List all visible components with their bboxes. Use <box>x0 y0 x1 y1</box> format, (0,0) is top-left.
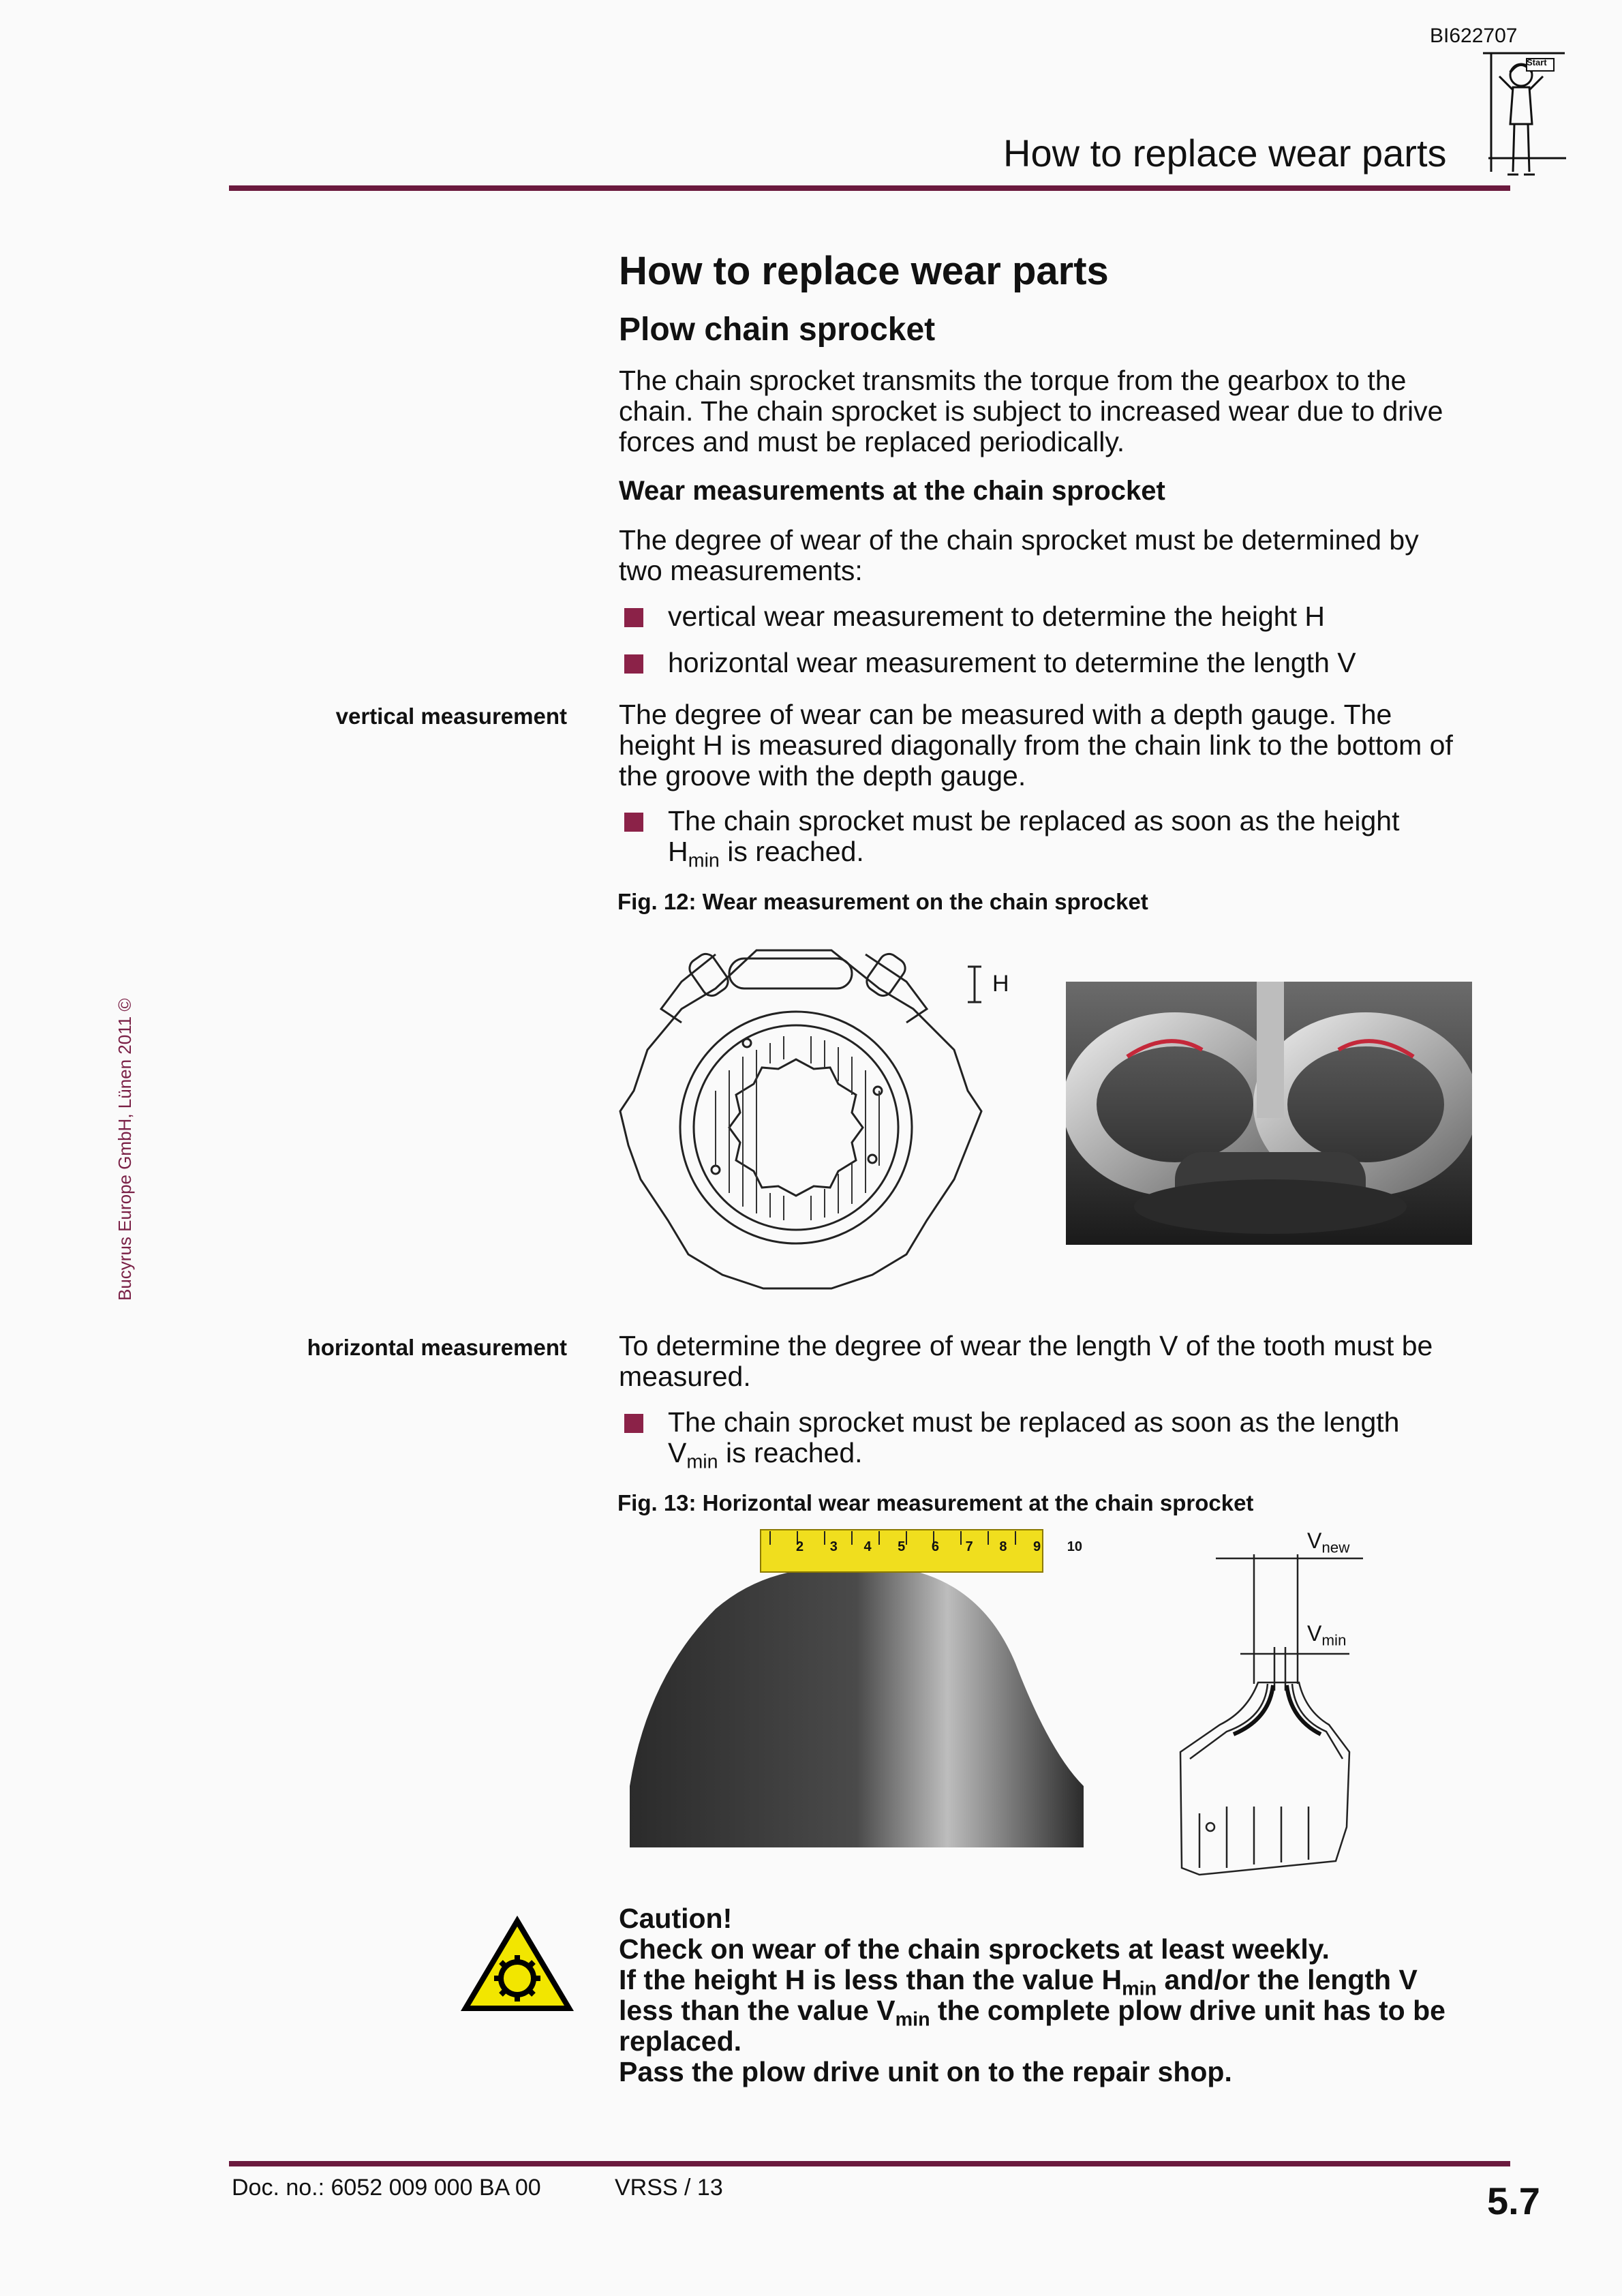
chain-sprocket-photo <box>1066 982 1472 1245</box>
dimension-label-vnew <box>1307 1528 1349 1554</box>
bullet-rest: is reached. <box>719 836 864 867</box>
caution-line <box>619 1964 1445 2000</box>
vertical-line: the groove with the depth gauge. <box>619 760 1026 791</box>
bullet-marker <box>624 608 643 627</box>
wear-intro <box>619 525 1419 586</box>
caution-warning-icon <box>458 1913 577 2014</box>
var-v: V <box>1307 1528 1322 1553</box>
caution-line <box>619 1995 1445 2031</box>
header-rule <box>229 185 1510 191</box>
footer-section: VRSS / 13 <box>615 2175 723 2201</box>
ruler-number: 3 <box>829 1539 838 1554</box>
figure-13-caption: Fig. 13: Horizontal wear measurement at the chain sprocket <box>617 1490 1254 1515</box>
sub-min: min <box>1321 1631 1347 1649</box>
var-v: V <box>668 1437 687 1468</box>
sub-min: min <box>895 2008 930 2031</box>
wear-heading: Wear measurements at the chain sprocket <box>619 476 1165 506</box>
intro-line: chain. The chain sprocket is subject to increased wear due to drive <box>619 395 1443 427</box>
figure-12-caption: Fig. 12: Wear measurement on the chain sprocket <box>617 889 1148 914</box>
ruler-number: 2 <box>796 1539 804 1554</box>
side-label-horizontal: horizontal measurement <box>307 1335 567 1360</box>
caution-text: If the height H is less than the value H <box>619 1964 1122 1995</box>
vertical-line: height H is measured diagonally from the chain link to the bottom of <box>619 729 1453 761</box>
bullet-marker <box>624 1414 643 1433</box>
var-h: H <box>668 836 688 867</box>
caution-text: less than the value V <box>619 1995 896 2026</box>
vertical-line: The degree of wear can be measured with a depth gauge. The <box>619 699 1392 730</box>
footer-rule <box>229 2161 1510 2166</box>
intro-line: forces and must be replaced periodically. <box>619 426 1125 457</box>
ruler-numbers <box>796 1539 1082 1555</box>
horizontal-paragraph <box>619 1331 1433 1392</box>
dimension-label-h: H <box>992 971 1009 997</box>
bullet-marker <box>624 813 643 832</box>
header-title: How to replace wear parts <box>1003 132 1447 175</box>
tooth-drawing <box>1172 1527 1377 1882</box>
dimension-label-vmin <box>1307 1621 1347 1649</box>
bullet-line <box>668 836 1399 872</box>
caution-line: Pass the plow drive unit on to the repair shop. <box>619 2056 1232 2087</box>
sub-min: min <box>686 1451 718 1473</box>
bullet-item-vmin <box>668 1406 1400 1473</box>
wear-intro-line: two measurements: <box>619 555 863 586</box>
document-id: BI622707 <box>1430 25 1518 47</box>
page-heading: How to replace wear parts <box>619 249 1109 293</box>
bullet-item: vertical wear measurement to determine the height H <box>668 601 1325 632</box>
ruler-number: 10 <box>1067 1539 1082 1554</box>
horizontal-line: measured. <box>619 1361 751 1392</box>
footer-doc-no: Doc. no.: 6052 009 000 BA 00 <box>232 2175 541 2201</box>
tooth-ruler-photo <box>627 1527 1104 1854</box>
section-heading: Plow chain sprocket <box>619 312 936 348</box>
side-label-vertical: vertical measurement <box>335 704 567 729</box>
ruler-number: 9 <box>1033 1539 1041 1554</box>
wear-intro-line: The degree of wear of the chain sprocket must be determined by <box>619 524 1419 556</box>
ruler-number: 8 <box>999 1539 1007 1554</box>
caution-line: replaced. <box>619 2025 742 2057</box>
intro-paragraph <box>619 365 1443 457</box>
start-label: Start <box>1527 57 1547 67</box>
caution-line: Check on wear of the chain sprockets at least weekly. <box>619 1933 1330 1965</box>
sub-min: min <box>688 849 720 872</box>
var-v: V <box>1307 1621 1322 1646</box>
bullet-line: The chain sprocket must be replaced as soon as the height <box>668 805 1400 836</box>
sprocket-drawing <box>613 934 1022 1302</box>
copyright: Bucyrus Europe GmbH, Lünen 2011 © <box>114 998 135 1301</box>
ruler-number: 4 <box>863 1539 872 1554</box>
caution-block <box>619 1903 1445 2087</box>
sub-min: min <box>1122 1978 1157 2000</box>
bullet-line <box>668 1437 1399 1473</box>
bullet-marker <box>624 654 643 674</box>
horizontal-line: To determine the degree of wear the length V of the tooth must be <box>619 1330 1433 1361</box>
intro-line: The chain sprocket transmits the torque from the gearbox to the <box>619 365 1407 396</box>
bullet-item: horizontal wear measurement to determine the length V <box>668 647 1356 678</box>
caution-title: Caution! <box>619 1903 733 1934</box>
bullet-item-hmin <box>668 805 1400 872</box>
caution-text: the complete plow drive unit has to be <box>930 1995 1445 2026</box>
start-figure-icon <box>1483 49 1567 183</box>
vertical-paragraph <box>619 699 1453 791</box>
sub-new: new <box>1321 1539 1350 1556</box>
page-number: 5.7 <box>1487 2179 1540 2222</box>
ruler-number: 6 <box>931 1539 939 1554</box>
bullet-line: The chain sprocket must be replaced as soon as the length <box>668 1406 1400 1438</box>
ruler-number: 7 <box>965 1539 973 1554</box>
bullet-rest: is reached. <box>718 1437 863 1468</box>
ruler-number: 5 <box>898 1539 906 1554</box>
caution-text: and/or the length V <box>1157 1964 1418 1995</box>
